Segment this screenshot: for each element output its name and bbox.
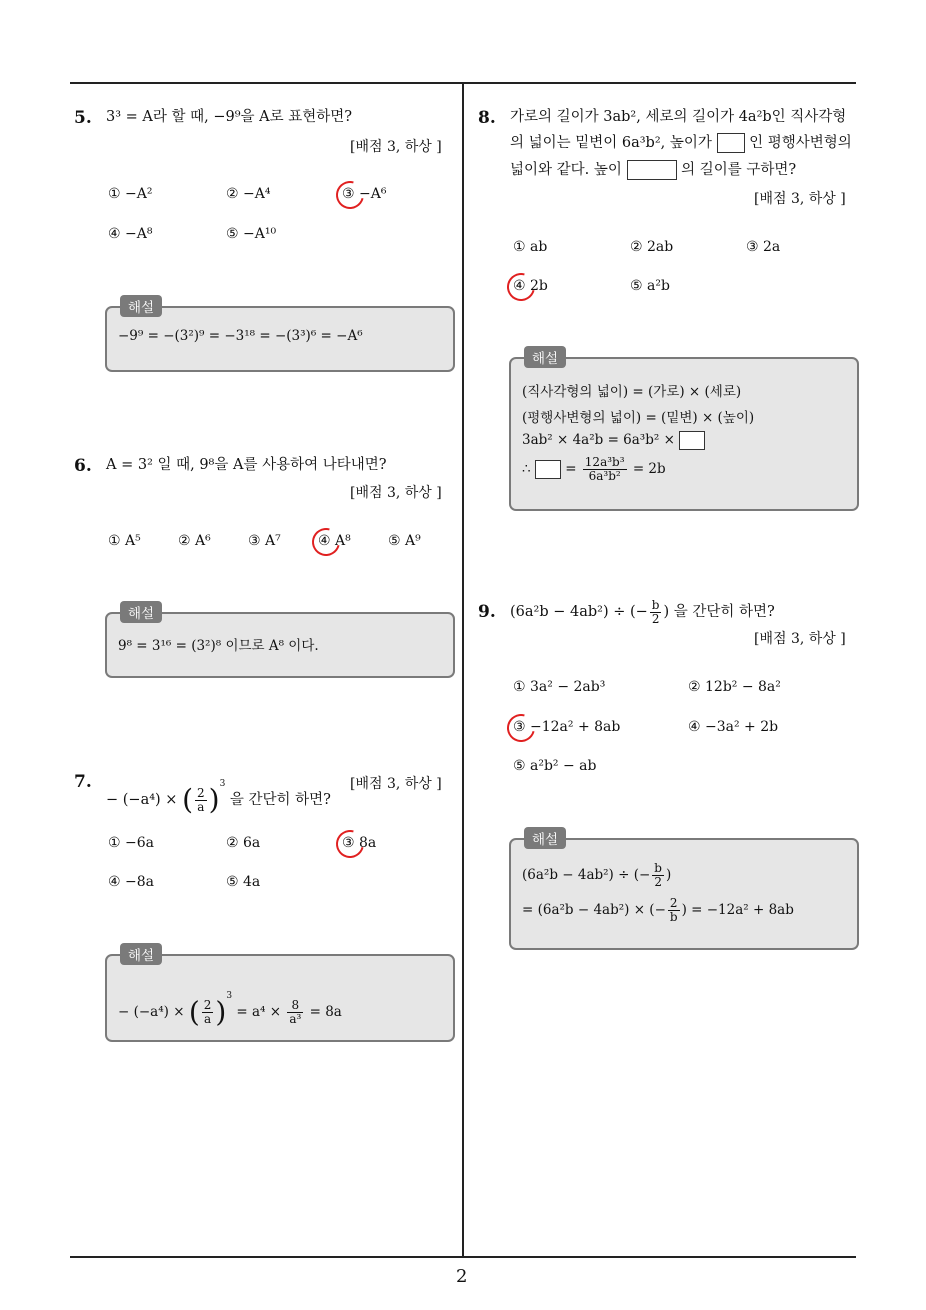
line-suffix: )	[665, 867, 672, 883]
line-prefix: (6a²b − 4ab²) ÷ (−	[522, 867, 651, 883]
paren-close: )	[208, 783, 220, 816]
choice-5[interactable]: ⑤ A⁹	[388, 533, 421, 549]
solution-label: 해설	[524, 346, 566, 368]
choice-4[interactable]: ④ 2b	[513, 278, 548, 294]
blank-box	[679, 431, 705, 450]
frac-den: 2	[654, 875, 662, 889]
frac-num: 2	[197, 785, 205, 800]
power: 3	[219, 779, 226, 789]
choice-3[interactable]: ③ 8a	[342, 835, 377, 851]
choice-5[interactable]: ⑤ a²b² − ab	[513, 758, 597, 774]
question-number: 9.	[478, 602, 496, 622]
question-number: 6.	[74, 456, 92, 476]
power: 3	[226, 991, 233, 1001]
solution-line-2: (평행사변형의 넓이) = (밑변) × (높이)	[522, 410, 755, 426]
frac-den: a	[197, 799, 205, 814]
line-part: 인 평행사변형의	[749, 135, 852, 151]
choice-5[interactable]: ⑤ 4a	[226, 874, 261, 890]
expr-prefix: − (−a⁴) ×	[106, 792, 178, 808]
frac-num: b	[651, 597, 660, 612]
paren-close: )	[215, 995, 227, 1029]
text-suffix: ) 을 간단히 하면?	[663, 604, 775, 620]
page-number: 2	[456, 1266, 468, 1287]
sol-mid: = a⁴ ×	[236, 1004, 282, 1020]
frac-den: 2	[651, 611, 660, 626]
line-part: 3ab² × 4a²b = 6a³b² ×	[522, 432, 675, 448]
choice-4[interactable]: ④ −8a	[108, 874, 154, 890]
fraction	[195, 787, 207, 814]
question-line-1: 가로의 길이가 3ab², 세로의 길이가 4a²b인 직사각형	[510, 109, 847, 125]
line-part: 넓이와 같다. 높이	[510, 162, 622, 178]
bottom-rule	[70, 1256, 856, 1258]
fraction	[668, 897, 680, 924]
choice-2[interactable]: ② A⁶	[178, 533, 211, 549]
choice-1[interactable]: ① ab	[513, 239, 548, 255]
blank-box	[627, 160, 677, 180]
choice-2[interactable]: ② 6a	[226, 835, 261, 851]
selected-answer-mark	[307, 523, 345, 561]
choice-1[interactable]: ① −6a	[108, 835, 154, 851]
frac-num: 2	[203, 998, 212, 1012]
line-suffix: ) = −12a² + 8ab	[681, 902, 794, 918]
solution-line-3	[522, 431, 705, 450]
frac-den: a³	[289, 1012, 302, 1026]
selected-answer-mark	[331, 825, 369, 863]
choice-4[interactable]: ④ −3a² + 2b	[688, 719, 779, 735]
blank-box	[717, 133, 745, 153]
choice-1[interactable]: ① A⁵	[108, 533, 141, 549]
choice-3[interactable]: ③ 2a	[746, 239, 781, 255]
question-meta: [배점 3, 하상 ]	[350, 139, 442, 155]
choice-2[interactable]: ② −A⁴	[226, 186, 271, 202]
question-text	[106, 764, 331, 820]
frac-num: b	[654, 861, 662, 875]
line-prefix: = (6a²b − 4ab²) × (−	[522, 902, 666, 918]
choice-5[interactable]: ⑤ −A¹⁰	[226, 226, 277, 242]
solution-text: 9⁸ = 3¹⁶ = (3²)⁸ 이므로 A⁸ 이다.	[118, 638, 319, 654]
fraction	[583, 456, 627, 483]
line-part: 의 길이를 구하면?	[681, 162, 797, 178]
choice-3[interactable]: ③ −A⁶	[342, 186, 387, 202]
question-line-3	[510, 157, 796, 183]
paren-open: (	[182, 783, 193, 816]
sol-suffix: = 8a	[309, 1004, 342, 1020]
selected-answer-mark	[502, 709, 540, 747]
solution-label: 해설	[120, 295, 162, 317]
question-number: 5.	[74, 108, 92, 128]
equals: =	[565, 461, 577, 477]
choice-2[interactable]: ② 12b² − 8a²	[688, 679, 781, 695]
fraction	[652, 862, 664, 889]
choice-1[interactable]: ① −A²	[108, 186, 153, 202]
choice-3[interactable]: ③ −12a² + 8ab	[513, 719, 621, 735]
solution-line-2	[522, 893, 794, 927]
line-part: 의 넓이는 밑변이 6a³b², 높이가	[510, 135, 712, 151]
solution-text	[118, 976, 342, 1032]
frac-den: b	[669, 910, 678, 924]
paren-open: (	[188, 995, 200, 1029]
choice-2[interactable]: ② 2ab	[630, 239, 674, 255]
solution-label: 해설	[120, 943, 162, 965]
choice-5[interactable]: ⑤ a²b	[630, 278, 670, 294]
solution-line-1: (직사각형의 넓이) = (가로) × (세로)	[522, 384, 742, 400]
frac-den: a	[203, 1012, 212, 1026]
question-text: 3³ = A라 할 때, −9⁹을 A로 표현하면?	[106, 109, 353, 125]
question-number: 8.	[478, 108, 496, 128]
choice-4[interactable]: ④ A⁸	[318, 533, 351, 549]
frac-num: 2	[668, 897, 680, 911]
fraction	[650, 599, 662, 626]
solution-line-4	[522, 452, 666, 486]
question-meta: [배점 3, 하상 ]	[754, 191, 846, 207]
question-meta: [배점 3, 하상 ]	[350, 776, 442, 792]
choice-3[interactable]: ③ A⁷	[248, 533, 281, 549]
solution-label: 해설	[120, 601, 162, 623]
sol-prefix: − (−a⁴) ×	[118, 1004, 185, 1020]
choice-4[interactable]: ④ −A⁸	[108, 226, 153, 242]
therefore: ∴	[522, 461, 531, 477]
solution-label: 해설	[524, 827, 566, 849]
question-meta: [배점 3, 하상 ]	[754, 631, 846, 647]
solution-line-1	[522, 858, 671, 892]
column-divider	[462, 82, 464, 1256]
question-text	[510, 594, 775, 630]
frac-num: 8	[287, 999, 303, 1013]
frac-num: 12a³b³	[584, 455, 625, 469]
fraction	[202, 999, 214, 1026]
question-text: A = 3² 일 때, 9⁸을 A를 사용하여 나타내면?	[106, 457, 387, 473]
selected-answer-mark	[331, 176, 369, 214]
expr-prefix: (6a²b − 4ab²) ÷ (−	[510, 604, 648, 620]
question-line-2	[510, 130, 852, 156]
question-meta: [배점 3, 하상 ]	[350, 485, 442, 501]
fraction-2	[287, 999, 303, 1026]
choice-1[interactable]: ① 3a² − 2ab³	[513, 679, 606, 695]
result: = 2b	[632, 461, 666, 477]
selected-answer-mark	[502, 268, 540, 306]
solution-text: −9⁹ = −(3²)⁹ = −3¹⁸ = −(3³)⁶ = −A⁶	[118, 328, 363, 344]
question-number: 7.	[74, 772, 92, 792]
frac-den: 6a³b²	[588, 469, 621, 483]
blank-box	[535, 460, 561, 479]
text-suffix: 을 간단히 하면?	[229, 792, 331, 808]
